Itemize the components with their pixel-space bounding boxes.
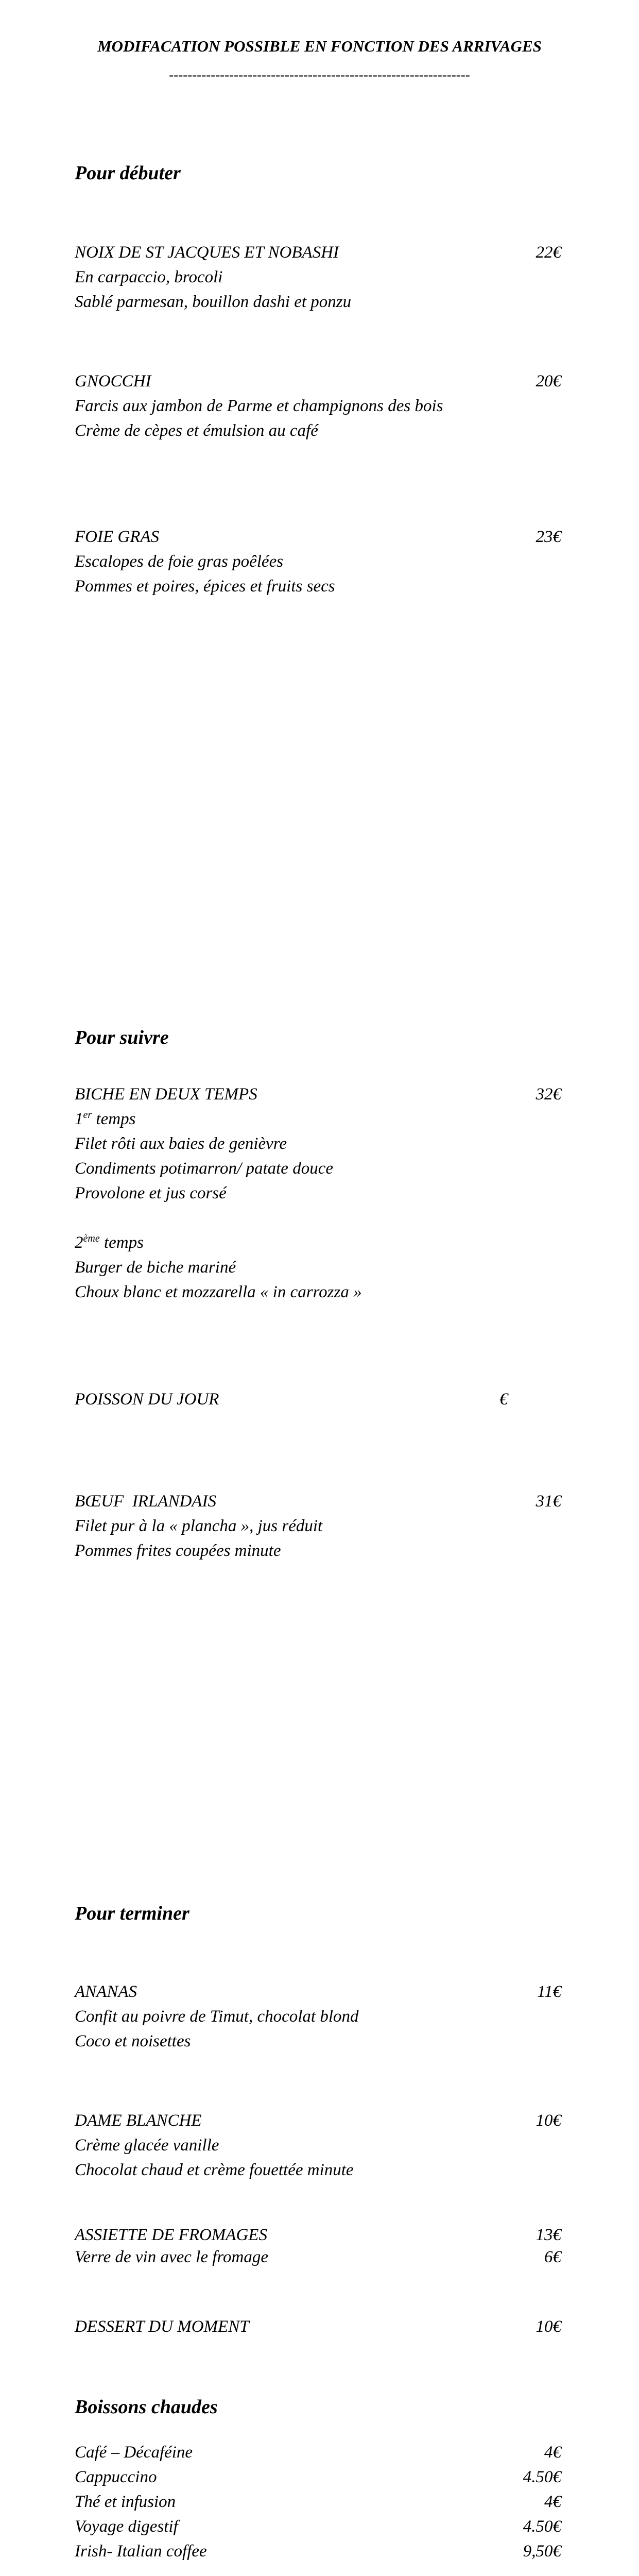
item-name: POISSON DU JOUR: [75, 1390, 219, 1409]
list-item: [75, 2514, 561, 2539]
menu-item-dessert-moment: [75, 2314, 561, 2339]
menu-item-st-jacques: [75, 240, 561, 314]
menu-item-foie-gras: [75, 524, 561, 599]
drink-price: 4€: [544, 2493, 561, 2511]
item-name: NOIX DE ST JACQUES ET NOBASHI: [75, 243, 339, 262]
drink-name: Cappuccino: [75, 2468, 157, 2486]
item-description: Provolone et jus corsé: [75, 1184, 227, 1202]
section-title-hot-drinks: Boissons chaudes: [75, 2396, 218, 2418]
item-price: €: [499, 1390, 508, 1409]
section-title-starters: Pour débuter: [75, 162, 181, 184]
drink-price: 4.50€: [523, 2468, 561, 2486]
menu-item-poisson: [75, 1387, 561, 1412]
hot-drinks-list: [75, 2440, 561, 2564]
item-price: 13€: [536, 2226, 561, 2244]
item-name: DESSERT DU MOMENT: [75, 2317, 249, 2336]
item-price: 31€: [536, 1492, 561, 1511]
item-description: Condiments potimarron/ patate douce: [75, 1159, 333, 1178]
item-description: Burger de biche mariné: [75, 1258, 236, 1277]
item-description: Confit au poivre de Timut, chocolat blond: [75, 2007, 359, 2026]
item-description: En carpaccio, brocoli: [75, 268, 223, 286]
menu-item-gnocchi: [75, 369, 561, 443]
item-description: Pommes et poires, épices et fruits secs: [75, 577, 335, 596]
item-description: Choux blanc et mozzarella « in carrozza »: [75, 1283, 362, 1301]
item-name: ANANAS: [75, 1982, 137, 2001]
list-item: [75, 2539, 561, 2564]
item-description: Sablé parmesan, bouillon dashi et ponzu: [75, 293, 352, 311]
item-description: Filet rôti aux baies de genièvre: [75, 1134, 287, 1153]
drink-price: 9,50€: [523, 2542, 561, 2561]
list-item: [75, 2465, 561, 2489]
menu-item-biche: [75, 1082, 561, 1304]
item-price: 20€: [536, 372, 561, 391]
item-name: BICHE EN DEUX TEMPS: [75, 1085, 257, 1104]
drink-price: 4€: [544, 2443, 561, 2462]
section-title-desserts: Pour terminer: [75, 1903, 189, 1924]
header-divider: -----------------------------------------------------------------: [169, 67, 470, 82]
drink-name: Irish- Italian coffee: [75, 2542, 207, 2561]
item-price: 22€: [536, 243, 561, 262]
second-time-label: 2ème temps: [75, 1233, 144, 1252]
menu-item-ananas: [75, 1979, 561, 2054]
item-description: Filet pur à la « plancha », jus réduit: [75, 1517, 323, 1535]
menu-item-dame-blanche: [75, 2108, 561, 2182]
item-price: 10€: [536, 2111, 561, 2130]
item-description: Crème de cèpes et émulsion au café: [75, 421, 318, 440]
item-description: Pommes frites coupées minute: [75, 1541, 281, 1560]
item-price: 23€: [536, 528, 561, 546]
menu-item-fromages: [75, 2223, 561, 2267]
item-price: 11€: [537, 1982, 561, 2001]
drink-name: Thé et infusion: [75, 2493, 176, 2511]
item-name: DAME BLANCHE: [75, 2111, 202, 2130]
item-description: Verre de vin avec le fromage: [75, 2248, 268, 2266]
drink-name: Voyage digestif: [75, 2517, 178, 2536]
item-description: Farcis aux jambon de Parme et champignons des bois: [75, 397, 443, 415]
item-price: 32€: [536, 1085, 561, 1104]
drink-name: Café – Décaféine: [75, 2443, 193, 2462]
item-price: 10€: [536, 2317, 561, 2336]
item-description: Escalopes de foie gras poêlées: [75, 552, 284, 571]
item-description: Coco et noisettes: [75, 2032, 191, 2050]
item-name: FOIE GRAS: [75, 528, 160, 546]
item-name: BŒUF IRLANDAIS: [75, 1492, 216, 1511]
drink-price: 4.50€: [523, 2517, 561, 2536]
section-title-mains: Pour suivre: [75, 1027, 169, 1048]
list-item: [75, 2489, 561, 2514]
item-description: Crème glacée vanille: [75, 2136, 219, 2155]
item-name: ASSIETTE DE FROMAGES: [75, 2226, 267, 2244]
item-name: GNOCCHI: [75, 372, 151, 391]
list-item: [75, 2440, 561, 2465]
item-price: 6€: [544, 2248, 561, 2266]
menu-item-boeuf: [75, 1489, 561, 1563]
first-time-label: 1er temps: [75, 1109, 136, 1128]
item-description: Chocolat chaud et crème fouettée minute: [75, 2161, 354, 2179]
arrivals-notice: MODIFACATION POSSIBLE EN FONCTION DES ARRIVAGES: [97, 37, 542, 55]
